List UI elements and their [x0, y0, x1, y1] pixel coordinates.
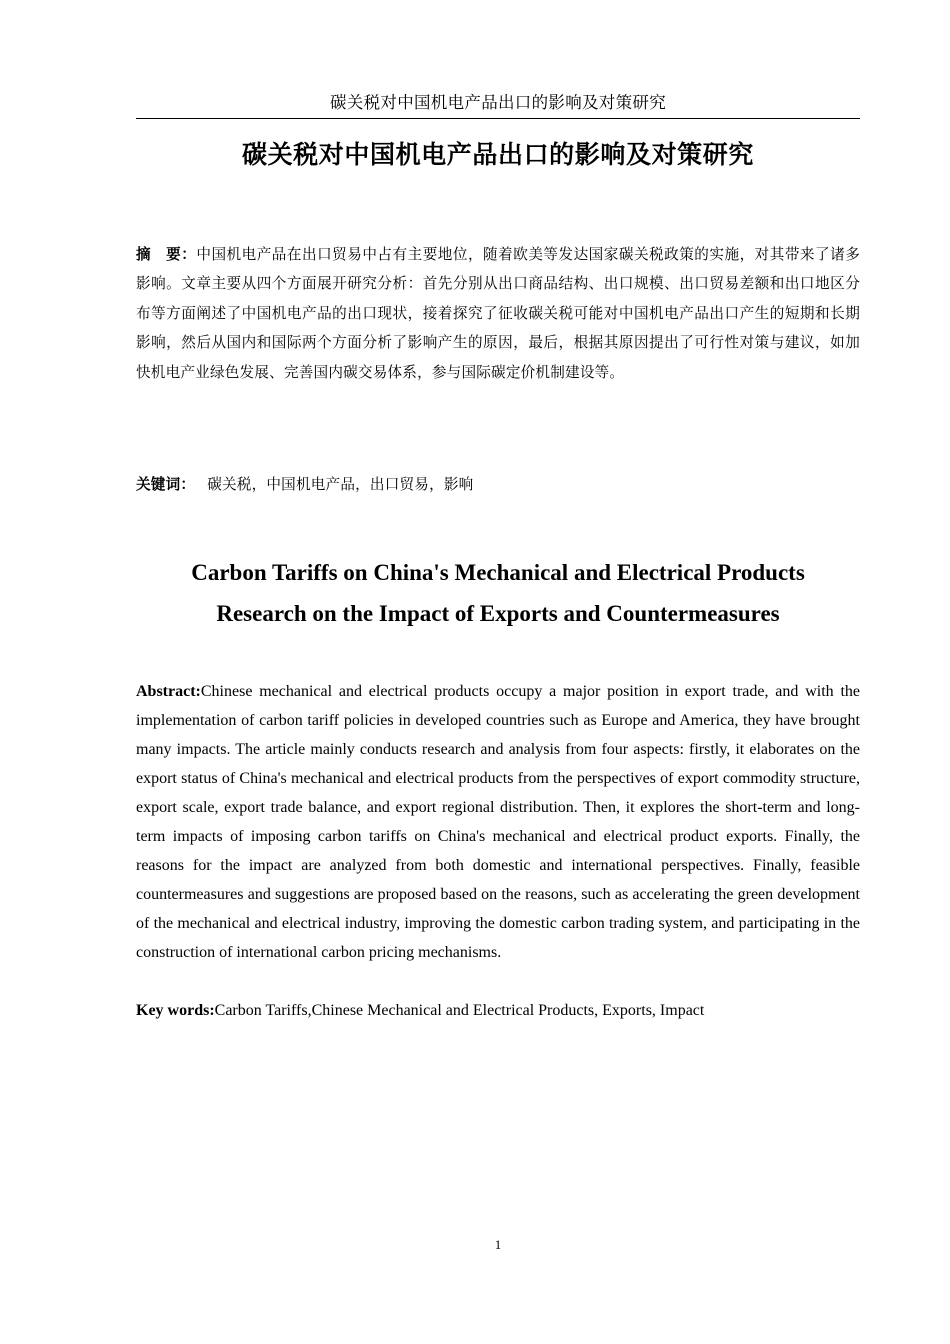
chinese-keywords-label: 关键词： [136, 476, 196, 493]
english-keywords-text: Carbon Tariffs,Chinese Mechanical and Electrical Products, Exports, Impact [214, 1002, 705, 1019]
chinese-keywords [136, 470, 860, 499]
chinese-abstract-label: 摘 要： [136, 246, 197, 263]
header-divider [136, 118, 860, 119]
english-abstract-label: Abstract: [136, 683, 201, 700]
chinese-abstract-text: 中国机电产品在出口贸易中占有主要地位，随着欧美等发达国家碳关税政策的实施，对其带来了诸多影响。文章主要从四个方面展开研究分析：首先分别从出口商品结构、出口规模、出口贸易差额和出口地区分布等方面阐述了中国机电产品的出口现状，接着探究了征收碳关税可能对中国机电产品出口产生的短期和长期影响，然后从国内和国际两个方面分析了影响产生的原因，最后，根据其原因提出了可行性对策与建议，如加快机电产业绿色发展、完善国内碳交易体系，参与国际碳定价机制建设等。 [136, 246, 860, 381]
english-title [136, 552, 860, 634]
english-keywords-label: Key words: [136, 1002, 215, 1019]
english-keywords [136, 996, 860, 1025]
page-number: 1 [494, 1237, 502, 1252]
english-title-line-1: Carbon Tariffs on China's Mechanical and Electrical Products [191, 560, 805, 585]
running-header: 碳关税对中国机电产品出口的影响及对策研究 [330, 93, 666, 112]
english-abstract-text: Chinese mechanical and electrical products occupy a major position in export trade, and with the implementation of carbon tariff policies in developed countries such as Europe and America, they have brought many impacts. The article mainly conducts research and analysis from four aspects: firstly, it elaborates on the export status of China's mechanical and electrical products from the perspectives of export commodity structure, export scale, export trade balance, and export regional distribution. Then, it explores the short-term and long-term impacts of imposing carbon tariffs on China's mechanical and electrical product exports. Finally, the reasons for the impact are analyzed from both domestic and international perspectives. Finally, feasible countermeasures and suggestions are proposed based on the reasons, such as accelerating the green development of the mechanical and electrical industry, improving the domestic carbon trading system, and participating in the construction of international carbon pricing mechanisms. [136, 683, 860, 961]
english-title-line-2: Research on the Impact of Exports and Countermeasures [216, 601, 780, 626]
chinese-keywords-text: 碳关税，中国机电产品，出口贸易，影响 [207, 476, 474, 493]
chinese-abstract [136, 240, 860, 387]
chinese-title: 碳关税对中国机电产品出口的影响及对策研究 [241, 140, 754, 169]
english-abstract [136, 677, 860, 967]
